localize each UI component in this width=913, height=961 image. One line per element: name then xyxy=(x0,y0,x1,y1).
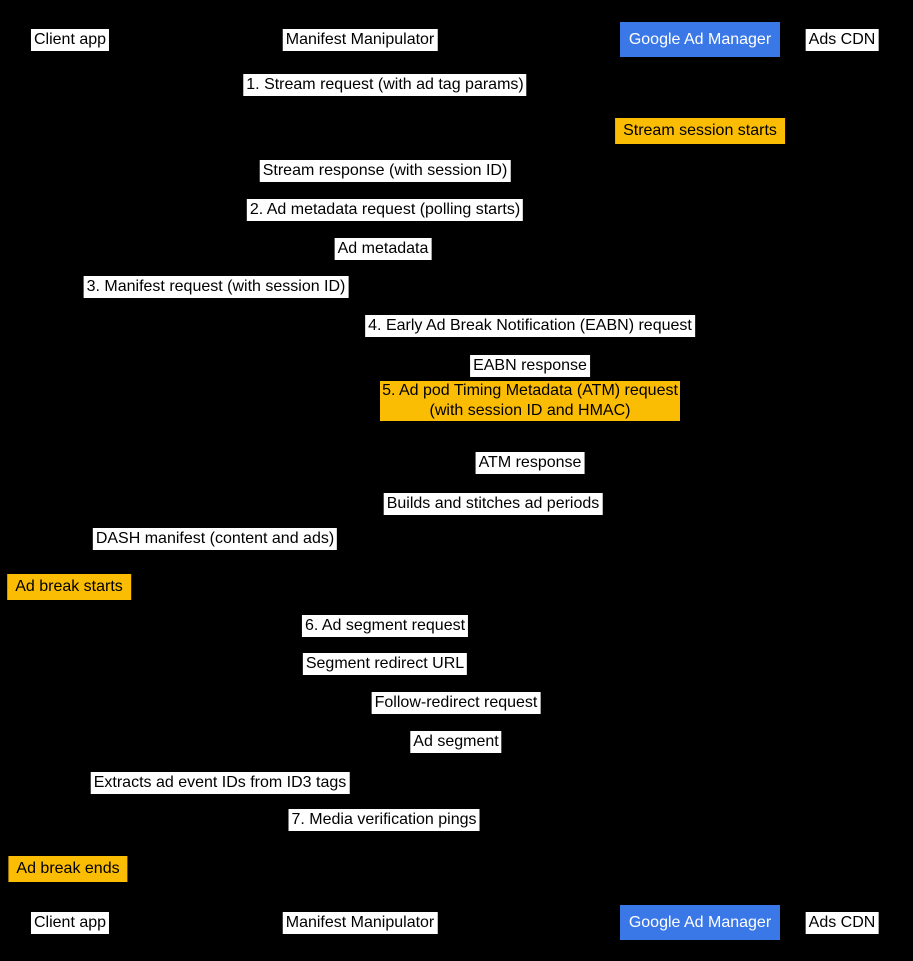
note-atm-request-line2: (with session ID and HMAC) xyxy=(429,402,631,419)
note-ad-break-ends: Ad break ends xyxy=(8,856,127,882)
participant-top-manifest-manipulator: Manifest Manipulator xyxy=(283,29,438,51)
note-stream-session-starts: Stream session starts xyxy=(615,118,785,144)
message-manifest-request: 3. Manifest request (with session ID) xyxy=(84,276,349,298)
message-eabn-request: 4. Early Ad Break Notification (EABN) request xyxy=(365,315,695,337)
message-atm-response: ATM response xyxy=(476,452,585,474)
note-ad-break-starts: Ad break starts xyxy=(7,574,131,600)
message-dash-manifest: DASH manifest (content and ads) xyxy=(93,528,337,550)
participant-top-client-app: Client app xyxy=(31,29,109,51)
message-extracts-ad-event-ids: Extracts ad event IDs from ID3 tags xyxy=(91,772,350,794)
note-atm-request xyxy=(380,381,680,421)
message-ad-metadata: Ad metadata xyxy=(335,238,432,260)
message-ad-metadata-request: 2. Ad metadata request (polling starts) xyxy=(247,199,523,221)
message-builds-and-stitches: Builds and stitches ad periods xyxy=(384,493,603,515)
participant-top-google-ad-manager: Google Ad Manager xyxy=(620,22,780,57)
note-atm-request-line1: 5. Ad pod Timing Metadata (ATM) request xyxy=(382,382,678,399)
message-eabn-response: EABN response xyxy=(470,355,590,377)
message-stream-response: Stream response (with session ID) xyxy=(260,160,511,182)
participant-bottom-manifest-manipulator: Manifest Manipulator xyxy=(283,912,438,934)
message-ad-segment: Ad segment xyxy=(410,731,501,753)
message-follow-redirect-request: Follow-redirect request xyxy=(372,692,541,714)
participant-bottom-client-app: Client app xyxy=(31,912,109,934)
participant-bottom-google-ad-manager: Google Ad Manager xyxy=(620,905,780,940)
message-stream-request: 1. Stream request (with ad tag params) xyxy=(243,74,526,96)
message-media-verification-pings: 7. Media verification pings xyxy=(289,809,480,831)
message-ad-segment-request: 6. Ad segment request xyxy=(302,615,468,637)
message-segment-redirect-url: Segment redirect URL xyxy=(303,653,467,675)
participant-bottom-ads-cdn: Ads CDN xyxy=(806,912,879,934)
participant-top-ads-cdn: Ads CDN xyxy=(806,29,879,51)
